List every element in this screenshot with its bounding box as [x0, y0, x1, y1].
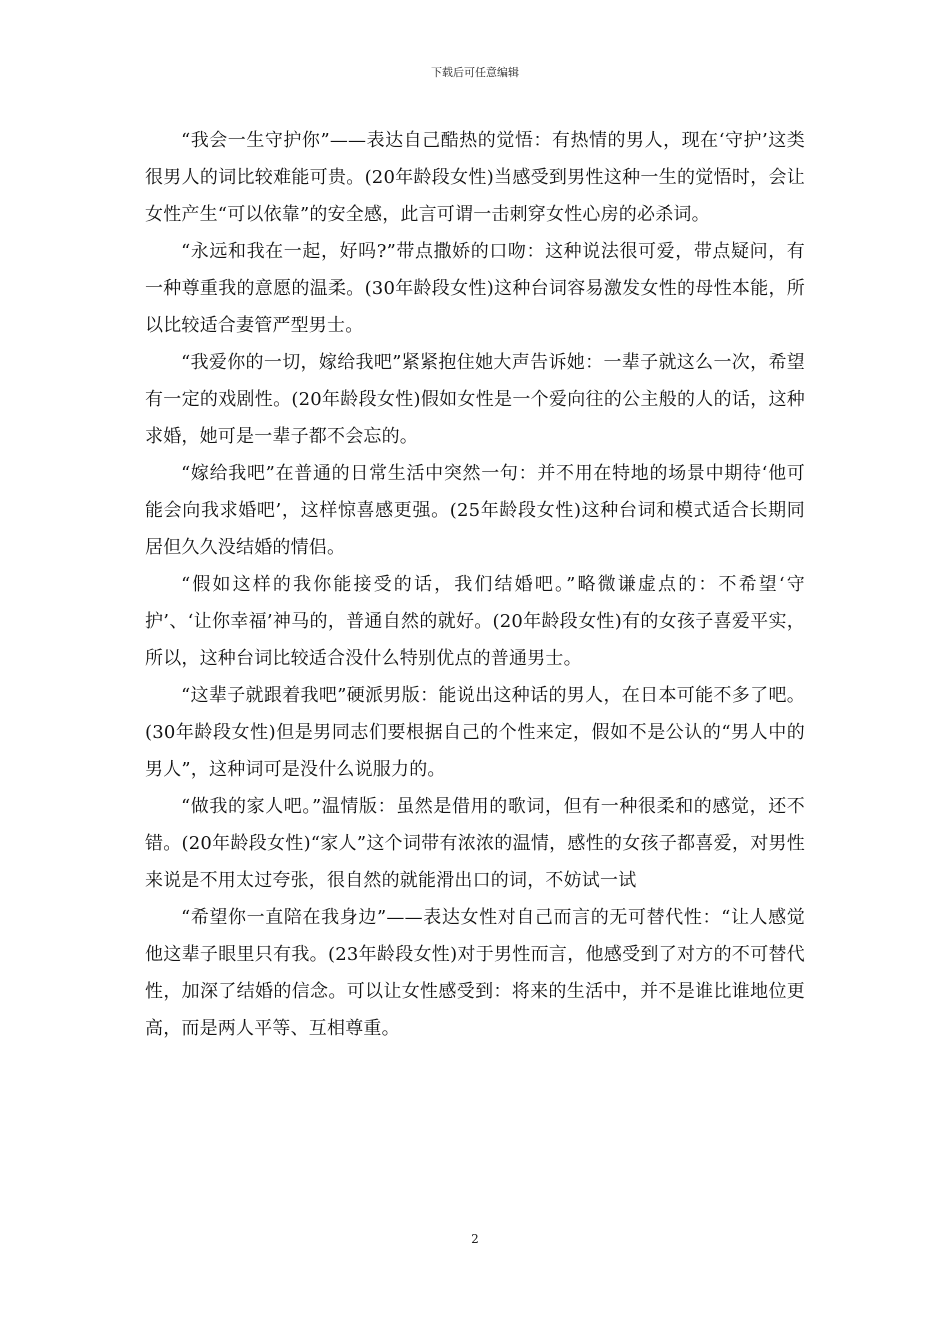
paragraph: “我爱你的一切，嫁给我吧”紧紧抱住她大声告诉她：一辈子就这么一次，希望有一定的戏剧性。(20年龄段女性)假如女性是一个爱向往的公主般的人的话，这种求婚，她可是一辈子都不会忘的。	[145, 352, 805, 447]
paragraph: “希望你一直陪在我身边”——表达女性对自己而言的无可替代性：“让人感觉他这辈子眼里只有我。(23年龄段女性)对于男性而言，他感受到了对方的不可替代性，加深了结婚的信念。可以让女性感受到：将来的生活中，并不是谁比谁地位更高，而是两人平等、互相尊重。	[145, 907, 805, 1039]
paragraph: “做我的家人吧。”温情版：虽然是借用的歌词，但有一种很柔和的感觉，还不错。(20年龄段女性)“家人”这个词带有浓浓的温情，感性的女孩子都喜爱，对男性来说是不用太过夸张，很自然的就能滑出口的词，不妨试一试	[145, 796, 805, 891]
paragraph: “我会一生守护你”——表达自己酷热的觉悟：有热情的男人，现在‘守护’这类很男人的词比较难能可贵。(20年龄段女性)当感受到男性这种一生的觉悟时，会让女性产生“可以依靠”的安全感，此言可谓一击刺穿女性心房的必杀词。	[145, 130, 805, 225]
page-header: 下载后可任意编辑	[431, 66, 519, 79]
paragraph: “嫁给我吧”在普通的日常生活中突然一句：并不用在特地的场景中期待‘他可能会向我求婚吧’，这样惊喜感更强。(25年龄段女性)这种台词和模式适合长期同居但久久没结婚的情侣。	[145, 463, 805, 558]
page-number: 2	[471, 1232, 479, 1246]
document-body	[145, 122, 805, 1047]
paragraph: “假如这样的我你能接受的话，我们结婚吧。”略微谦虚点的：不希望‘守护’、‘让你幸福’神马的，普通自然的就好。(20年龄段女性)有的女孩子喜爱平实，所以，这种台词比较适合没什么特别优点的普通男士。	[145, 574, 805, 669]
paragraph: “这辈子就跟着我吧”硬派男版：能说出这种话的男人，在日本可能不多了吧。(30年龄段女性)但是男同志们要根据自己的个性来定，假如不是公认的“男人中的男人”，这种词可是没什么说服力的。	[145, 685, 805, 780]
paragraph: “永远和我在一起，好吗?”带点撒娇的口吻：这种说法很可爱，带点疑问，有一种尊重我的意愿的温柔。(30年龄段女性)这种台词容易激发女性的母性本能，所以比较适合妻管严型男士。	[145, 241, 805, 336]
